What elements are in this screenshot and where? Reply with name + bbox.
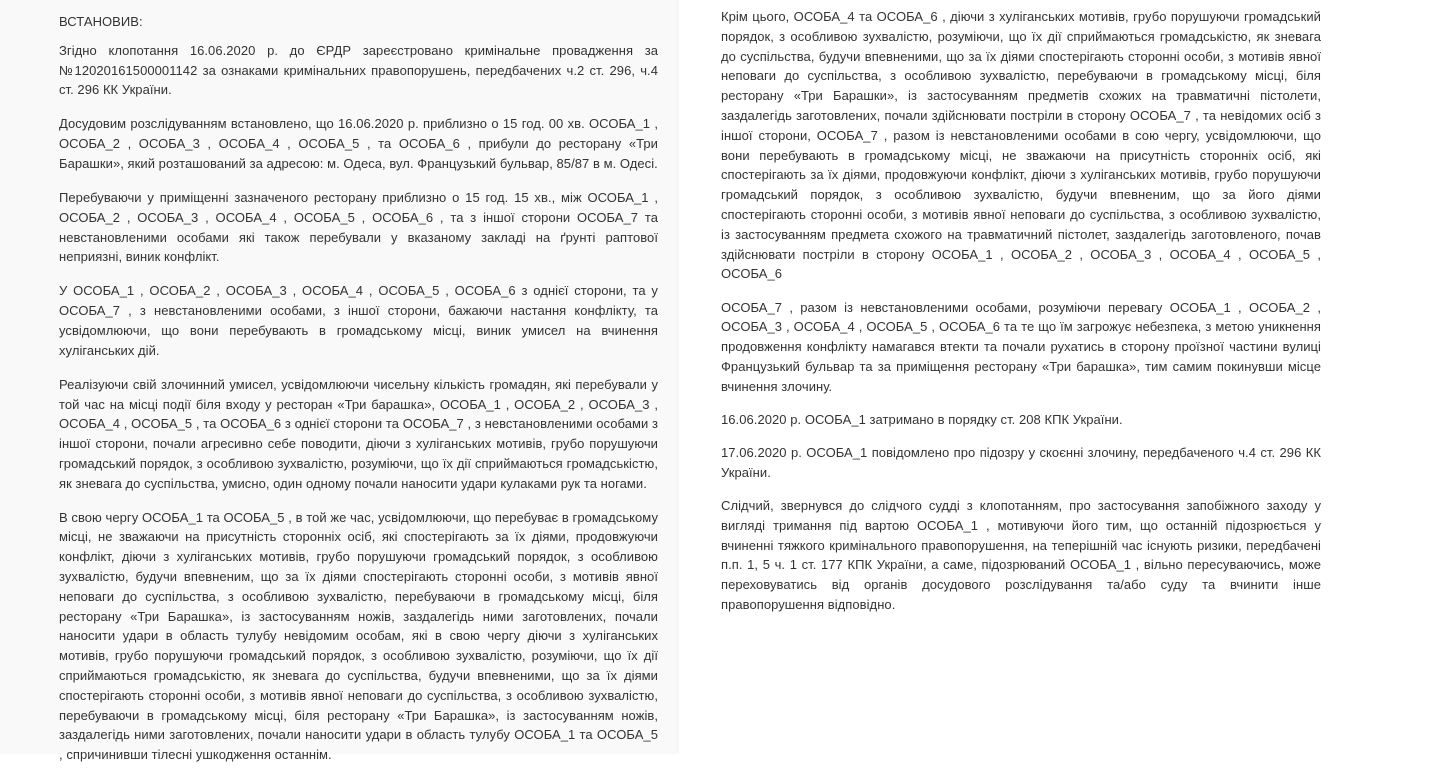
section-heading: ВСТАНОВИВ: (59, 14, 143, 29)
left-page (0, 0, 677, 763)
paragraph: Досудовим розслідуванням встановлено, що 16.06.2020 р. приблизно о 15 год. 00 хв. ОСОБА_1 , ОСОБА_2 , ОСОБА_3 , ОСОБА_4 , ОСОБА_5 , та ОСОБА_6 , прибули до ресторану «Три Барашки», який розташований за адресою: м. Одеса, вул. Французький бульвар, 85/87 в м. Одесі. (59, 116, 658, 171)
paragraph: У ОСОБА_1 , ОСОБА_2 , ОСОБА_3 , ОСОБА_4 , ОСОБА_5 , ОСОБА_6 з однієї сторони, та у ОСОБА_7 , з невстановленими особами, з іншої сторони, бажаючи настання конфлікту, та усвідомлюючи, що вони перебувають в громадському місці, виник умисел на вчинення хуліганських дій. (59, 283, 658, 358)
paragraph: Крім цього, ОСОБА_4 та ОСОБА_6 , діючи з хуліганських мотивів, грубо порушуючи громадський порядок, з особливою зухвалістю, розуміючи, що їх дії сприймаються громадськістю, як зневага до суспільства, будучи впевненими, що за їх діями спостерігають сторонні особи, з мотивів явної неповаги до суспільства, з особливою зухвалістю, перебуваючи в громадському місці, біля ресторану «Три Барашки», із застосуванням предметів схожих на травматичні пістолети, заздалегідь заготовлених, почали здійснювати постріли в сторону ОСОБА_7 , та невідомих осіб з іншої сторони, ОСОБА_7 , разом із невстановленими особами в сою чергу, усвідомлюючи, що вони перебувають в громадському місці, не зважаючи на присутність сторонніх осіб, які спостерігають за їх діями, продовжуючи конфлікт, діючи з хуліганських мотивів, грубо порушуючи громадський порядок, з особливою зухвалістю, будучи впевненим, що за його діями спостерігають сторонні особи, з мотивів явної неповаги до суспільства, з особливою зухвалістю, із застосуванням предмета схожого на травматичний пістолет, заздалегідь заготовленого, почав здійснювати постріли в сторону ОСОБА_1 , ОСОБА_2 , ОСОБА_3 , ОСОБА_4 , ОСОБА_5 , ОСОБА_6 (721, 9, 1321, 282)
left-column (59, 12, 658, 779)
paragraph: В свою чергу ОСОБА_1 та ОСОБА_5 , в той же час, усвідомлюючи, що перебуває в громадському місці, не зважаючи на присутність сторонніх осіб, які спостерігають за їх діями, продовжуючи конфлікт, діючи з хуліганських мотивів, грубо порушуючи громадський порядок, з особливою зухвалістю, будучи впевненим, що за їх діями спостерігають сторонні особи, з мотивів явної неповаги до суспільства, з особливою зухвалістю, перебуваючи в громадському місці, біля ресторану «Три Барашка», із застосуванням ножів, заздалегідь ними заготовлених, почали наносити удари в область тулубу невідомим особам, які в свою чергу діючи з хуліганських мотивів, грубо порушуючи громадський порядок, з особливою зухвалістю, розуміючи, що їх дії сприймаються громадськістю, як зневага до суспільства, будучи впевненими, що за їх діями спостерігають сторонні особи, з мотивів явної неповаги до суспільства, з особливою зухвалістю, перебуваючи в громадському місці, біля ресторану «Три Барашка», із застосуванням ножів, заздалегідь ними заготовлених, почали наносити удари в область тулубу ОСОБА_1 та ОСОБА_5 , спричинивши тілесні ушкодження останнім. (59, 509, 658, 763)
paragraph: Реалізуючи свій злочинний умисел, усвідомлюючи чисельну кількість громадян, які перебували у той час на місці події біля входу у ресторан «Три барашка», ОСОБА_1 , ОСОБА_2 , ОСОБА_3 , ОСОБА_4 , ОСОБА_5 , та ОСОБА_6 з однієї сторони та ОСОБА_7 , з невстановленими особами з іншої сторони, почали агресивно себе поводити, діючи з хуліганських мотивів, грубо порушуючи громадський порядок, з особливою зухвалістю, розуміючи, що їх дії сприймаються громадськістю, як зневага до суспільства, умисно, один одному почали наносити удари кулаками рук та ногами. (59, 376, 658, 491)
paragraph: ОСОБА_7 , разом із невстановленими особами, розуміючи перевагу ОСОБА_1 , ОСОБА_2 , ОСОБА_3 , ОСОБА_4 , ОСОБА_5 , ОСОБА_6 та те що їм загрожує небезпека, з метою уникнення продовження конфлікту намагався втекти та почали рухатись в сторону проїзної частини вулиці Французький бульвар та за приміщення ресторану «Три барашка», тим самим покинувши місце вчинення злочину. (721, 299, 1321, 394)
paragraph: 16.06.2020 р. ОСОБА_1 затримано в порядку ст. 208 КПК України. (721, 411, 1123, 427)
paragraph: Згідно клопотання 16.06.2020 р. до ЄРДР зареєстровано кримінальне провадження за №12020161500001142 за ознаками кримінальних правопорушень, передбачених ч.2 ст. 296, ч.4 ст. 296 КК України. (59, 42, 658, 98)
paragraph: Перебуваючи у приміщенні зазначеного ресторану приблизно о 15 год. 15 хв., між ОСОБА_1 , ОСОБА_2 , ОСОБА_3 , ОСОБА_4 , ОСОБА_5 , ОСОБА_6 , та з іншої сторони ОСОБА_7 та невстановленими особами які також перебували у вказаному закладі на ґрунті раптової неприязні, виник конфлікт. (59, 189, 658, 265)
paragraph: 17.06.2020 р. ОСОБА_1 повідомлено про підозру у скоєнні злочину, передбаченого ч.4 ст. 296 КК України. (721, 445, 1321, 480)
paragraph: Слідчий, звернувся до слідчого судді з клопотанням, про застосування запобіжного заходу у вигляді тримання під вартою ОСОБА_1 , мотивуючи його тим, що останній підозрюється у вчиненні тяжкого кримінального правопорушення, на теперішній час існують ризики, передбачені п.п. 1, 5 ч. 1 ст. 177 КПК України, а саме, підозрюваний ОСОБА_1 , вільно пересуваючись, може переховуватись від органів досудового розслідування та/або суду та вчинити інше правопорушення відповідно. (721, 498, 1321, 613)
right-column (721, 7, 1321, 628)
